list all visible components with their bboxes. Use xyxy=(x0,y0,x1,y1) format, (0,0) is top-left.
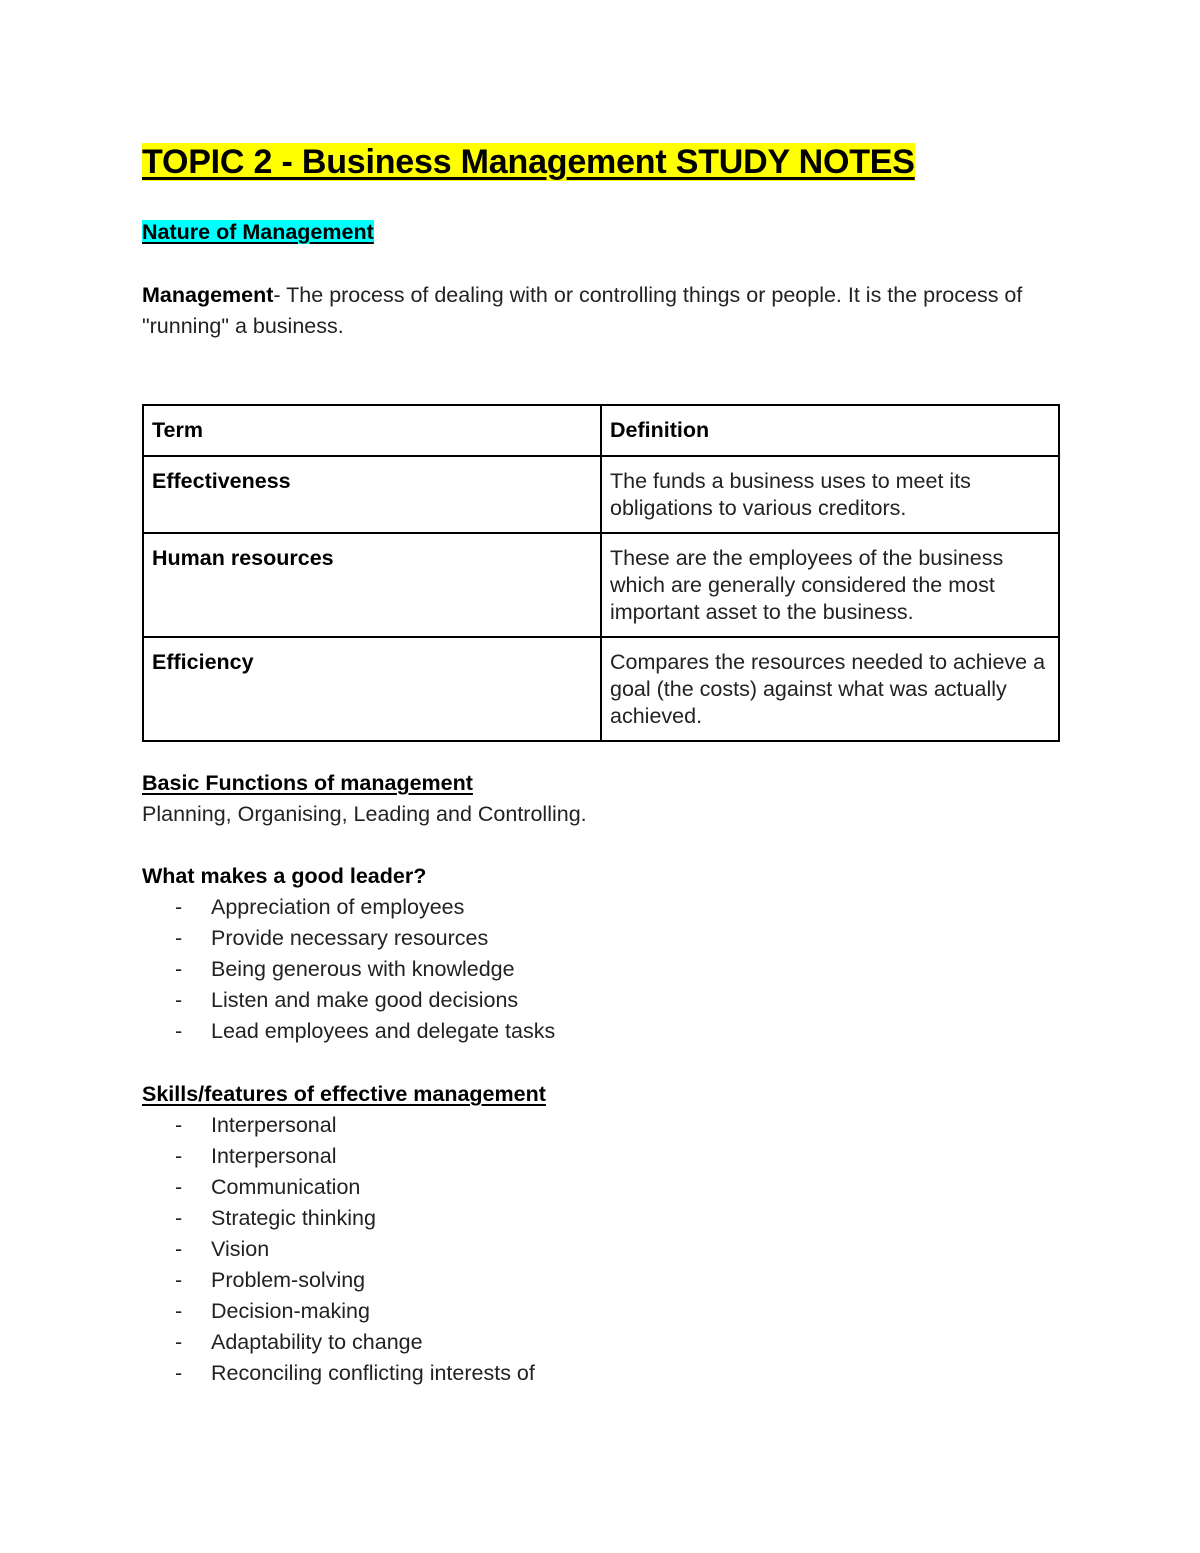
list-item-text: Problem-solving xyxy=(211,1268,366,1292)
dash-bullet: - xyxy=(175,1019,183,1043)
list-item-text: Reconciling conflicting interests of xyxy=(211,1361,535,1385)
table-cell-term: Human resources xyxy=(143,533,601,637)
nature-of-management-heading xyxy=(142,217,374,248)
skills-list xyxy=(142,1110,535,1389)
list-item xyxy=(142,1358,535,1389)
dash-bullet: - xyxy=(175,1175,183,1199)
good-leader-list xyxy=(142,892,555,1047)
dash-bullet: - xyxy=(175,926,183,950)
table-row xyxy=(143,533,1059,637)
dash-bullet: - xyxy=(175,1206,183,1230)
page-title xyxy=(142,140,915,184)
list-item-text: Lead employees and delegate tasks xyxy=(211,1019,556,1043)
list-item-text: Adaptability to change xyxy=(211,1330,423,1354)
skills-heading: Skills/features of effective management xyxy=(142,1082,546,1106)
table-cell-term: Effectiveness xyxy=(143,456,601,533)
list-item xyxy=(142,923,555,954)
table-header-term: Term xyxy=(143,405,601,456)
dash-bullet: - xyxy=(175,895,183,919)
table-cell-definition: Compares the resources needed to achieve a goal (the costs) against what was actually achieved. xyxy=(601,637,1059,741)
list-item-text: Decision-making xyxy=(211,1299,370,1323)
basic-functions-text: Planning, Organising, Leading and Controlling. xyxy=(142,802,587,826)
dash-bullet: - xyxy=(175,1268,183,1292)
list-item xyxy=(142,1327,535,1358)
list-item-text: Interpersonal xyxy=(211,1113,337,1137)
dash-bullet: - xyxy=(175,957,183,981)
list-item xyxy=(142,1203,535,1234)
list-item-text: Being generous with knowledge xyxy=(211,957,515,981)
definitions-table xyxy=(142,404,1060,742)
table-cell-definition: These are the employees of the business which are generally considered the most important asset to the business. xyxy=(601,533,1059,637)
list-item xyxy=(142,1172,535,1203)
list-item xyxy=(142,985,555,1016)
list-item-text: Vision xyxy=(211,1237,270,1261)
table-cell-term: Efficiency xyxy=(143,637,601,741)
list-item xyxy=(142,892,555,923)
good-leader-heading: What makes a good leader? xyxy=(142,864,427,888)
list-item xyxy=(142,1141,535,1172)
list-item-text: Interpersonal xyxy=(211,1144,337,1168)
dash-bullet: - xyxy=(175,1361,183,1385)
list-item xyxy=(142,1234,535,1265)
dash-bullet: - xyxy=(175,988,183,1012)
list-item-text: Listen and make good decisions xyxy=(211,988,519,1012)
dash-bullet: - xyxy=(175,1113,183,1137)
list-item xyxy=(142,1296,535,1327)
table-row xyxy=(143,637,1059,741)
list-item-text: Appreciation of employees xyxy=(211,895,465,919)
dash-bullet: - xyxy=(175,1299,183,1323)
dash-bullet: - xyxy=(175,1237,183,1261)
management-definition xyxy=(142,280,1042,342)
list-item xyxy=(142,1110,535,1141)
table-row xyxy=(143,456,1059,533)
list-item xyxy=(142,1265,535,1296)
dash-bullet: - xyxy=(175,1144,183,1168)
list-item xyxy=(142,954,555,985)
basic-functions-heading: Basic Functions of management xyxy=(142,771,473,795)
page-title-text: TOPIC 2 - Business Management STUDY NOTES xyxy=(142,143,915,181)
table-cell-definition: The funds a business uses to meet its obligations to various creditors. xyxy=(601,456,1059,533)
table-header-definition: Definition xyxy=(601,405,1059,456)
nature-heading-text: Nature of Management xyxy=(142,220,374,244)
management-definition-text: - The process of dealing with or controlling things or people. It is the process of "running" a business. xyxy=(142,283,1023,338)
management-term: Management xyxy=(142,283,274,307)
list-item-text: Provide necessary resources xyxy=(211,926,489,950)
list-item-text: Strategic thinking xyxy=(211,1206,376,1230)
dash-bullet: - xyxy=(175,1330,183,1354)
list-item xyxy=(142,1016,555,1047)
table-header-row xyxy=(143,405,1059,456)
list-item-text: Communication xyxy=(211,1175,361,1199)
